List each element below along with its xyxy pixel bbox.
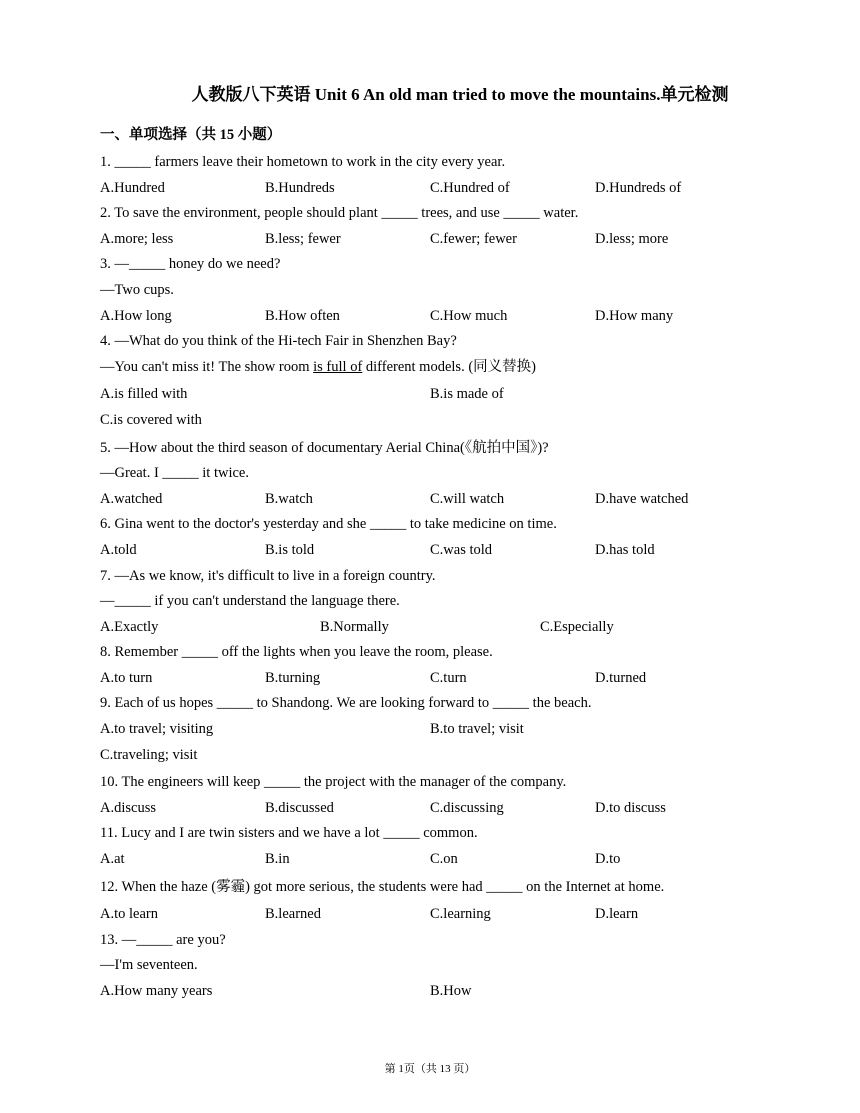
option-a: A.to learn <box>100 906 158 923</box>
option-d: D.have watched <box>595 490 689 507</box>
option-row <box>100 487 780 513</box>
option-b: B.Normally <box>320 618 389 635</box>
option-d: D.Hundreds of <box>595 179 682 196</box>
option-a: A.How long <box>100 307 172 324</box>
option-d: D.has told <box>595 541 655 558</box>
question-5 <box>100 436 780 513</box>
section-heading: 一、单项选择（共 15 小题） <box>100 127 282 143</box>
question-stem: 2. To save the environment, people should plant _____ trees, and use _____ water. <box>100 205 579 222</box>
option-b: B.How often <box>265 307 340 324</box>
question-stem: 7. —As we know, it's difficult to live in a foreign country. <box>100 567 436 584</box>
question-stem: 6. Gina went to the doctor's yesterday and she _____ to take medicine on time. <box>100 516 557 533</box>
option-row <box>100 847 780 873</box>
question-response <box>100 355 780 381</box>
question-6 <box>100 512 780 563</box>
option-c: C.How much <box>430 307 508 324</box>
question-4 <box>100 329 780 435</box>
document-title: 人教版八下英语 Unit 6 An old man tried to move the mountains.单元检测 <box>191 85 729 104</box>
question-13 <box>100 928 780 1005</box>
option-c: C.was told <box>430 541 493 558</box>
question-7 <box>100 564 780 641</box>
page-footer: 第 1页（共 13 页） <box>384 1063 476 1075</box>
option-b: B.in <box>265 851 290 868</box>
option-b: B.watch <box>265 490 313 507</box>
option-c: C.fewer; fewer <box>430 230 517 247</box>
option-b: B.How <box>430 983 472 999</box>
option-b: B.discussed <box>265 799 334 816</box>
question-stem: 3. —_____ honey do we need? <box>100 256 281 273</box>
option-a: A.watched <box>100 490 163 507</box>
option-b: B.less; fewer <box>265 230 341 247</box>
option-c: C.on <box>430 851 458 868</box>
option-row <box>100 666 780 692</box>
question-stem: 8. Remember _____ off the lights when you leave the room, please. <box>100 644 493 661</box>
option-row <box>100 408 780 434</box>
question-2 <box>100 201 780 252</box>
option-d: D.turned <box>595 669 647 686</box>
option-b: B.to travel; visit <box>430 721 524 738</box>
question-11 <box>100 821 780 872</box>
option-row <box>100 615 780 641</box>
option-b: B.learned <box>265 906 321 923</box>
question-9 <box>100 691 780 770</box>
question-stem: 4. —What do you think of the Hi-tech Fair in Shenzhen Bay? <box>100 333 457 350</box>
option-row <box>100 902 780 928</box>
option-a: A.How many years <box>100 983 213 999</box>
option-d: D.How many <box>595 307 674 324</box>
question-1 <box>100 150 780 201</box>
option-d: D.learn <box>595 906 639 923</box>
question-stem: 11. Lucy and I are twin sisters and we have a lot _____ common. <box>100 825 478 842</box>
option-a: A.Hundred <box>100 179 165 196</box>
option-row <box>100 382 780 408</box>
option-c: C.traveling; visit <box>100 746 198 763</box>
option-a: A.discuss <box>100 799 156 816</box>
underlined-phrase: is full of <box>313 358 363 375</box>
option-b: B.is made of <box>430 386 504 403</box>
option-c: C.learning <box>430 906 491 923</box>
question-10 <box>100 770 780 821</box>
question-stem: 5. —How about the third season of documentary Aerial China(《航拍中国》)? <box>100 439 549 456</box>
question-response: —Two cups. <box>100 281 174 298</box>
question-stem: 1. _____ farmers leave their hometown to work in the city every year. <box>100 154 506 170</box>
response-text: —You can't miss it! The show room <box>100 358 314 375</box>
option-a: A.more; less <box>100 230 174 247</box>
option-c: C.discussing <box>430 799 504 816</box>
option-d: D.to <box>595 851 621 868</box>
question-12 <box>100 873 780 928</box>
option-c: C.turn <box>430 669 467 686</box>
option-a: A.to travel; visiting <box>100 721 214 738</box>
option-a: A.at <box>100 851 125 868</box>
option-a: A.is filled with <box>100 386 188 403</box>
option-d: D.less; more <box>595 230 669 247</box>
option-a: A.Exactly <box>100 618 159 635</box>
option-row <box>100 717 780 743</box>
option-row <box>100 538 780 564</box>
option-row <box>100 304 780 330</box>
option-c: C.is covered with <box>100 411 202 428</box>
question-response: —Great. I _____ it twice. <box>100 465 249 482</box>
question-3 <box>100 252 780 329</box>
option-c: C.Especially <box>540 618 614 635</box>
question-stem: 9. Each of us hopes _____ to Shandong. We are looking forward to _____ the beach. <box>100 695 592 712</box>
question-stem: 10. The engineers will keep _____ the project with the manager of the company. <box>100 774 567 791</box>
option-a: A.told <box>100 541 137 558</box>
option-b: B.Hundreds <box>265 179 335 196</box>
option-d: D.to discuss <box>595 799 666 816</box>
option-c: C.Hundred of <box>430 179 510 196</box>
option-row <box>100 227 780 253</box>
question-8 <box>100 640 780 691</box>
option-row <box>100 796 780 822</box>
question-response: —_____ if you can't understand the language there. <box>100 593 400 610</box>
option-row <box>100 979 780 1005</box>
option-b: B.is told <box>265 541 315 558</box>
response-text: different models. (同义替换) <box>362 358 536 375</box>
question-stem: 12. When the haze (雾霾) got more serious, the students were had _____ on the Internet at home. <box>100 878 665 895</box>
option-a: A.to turn <box>100 669 153 686</box>
option-b: B.turning <box>265 669 321 686</box>
option-c: C.will watch <box>430 490 505 507</box>
question-stem: 13. —_____ are you? <box>100 931 226 948</box>
option-row <box>100 176 780 202</box>
option-row <box>100 743 780 769</box>
question-list <box>100 150 780 1005</box>
question-response: —I'm seventeen. <box>100 957 198 974</box>
